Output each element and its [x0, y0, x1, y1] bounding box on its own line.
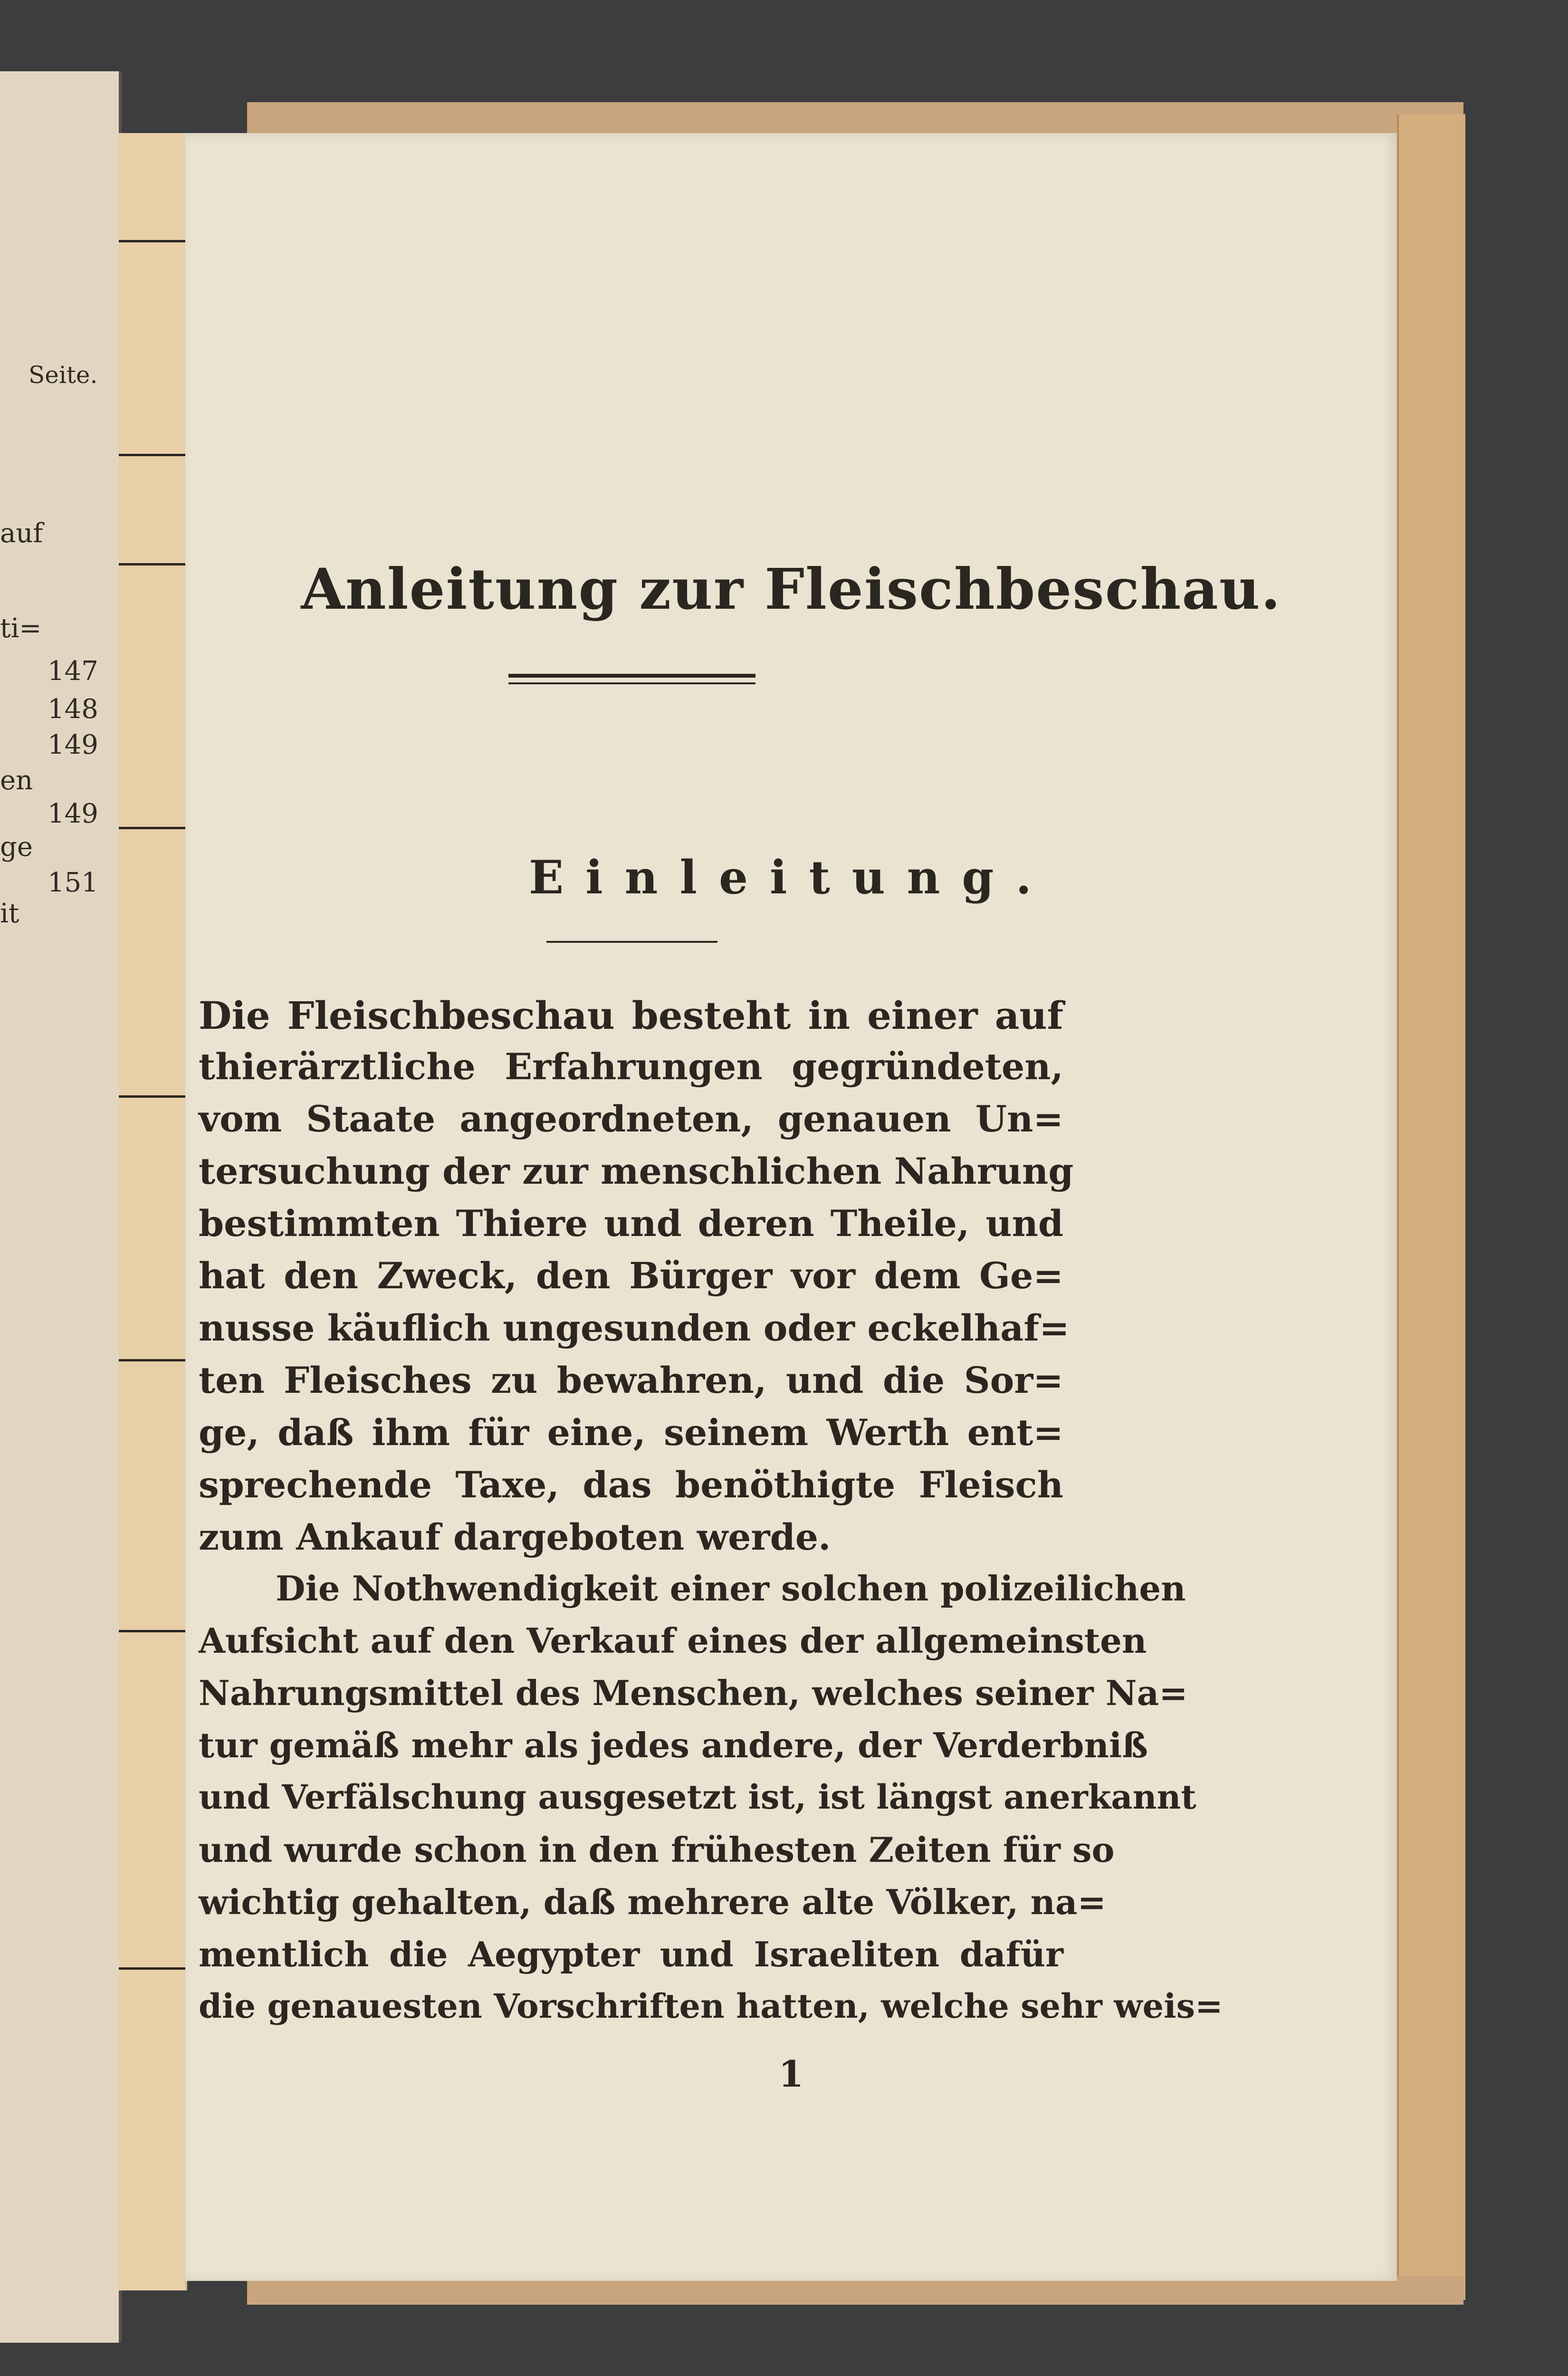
book-edge-right — [1397, 114, 1465, 2300]
toc-page-number: 149 — [48, 798, 98, 829]
text-line: vom Staate angeordneten, genauen Un= — [199, 1098, 1063, 1140]
book-page — [185, 133, 1397, 2281]
page-number: 1 — [778, 2053, 804, 2095]
gutter-tick — [119, 1967, 185, 1970]
heading-rule — [546, 941, 717, 943]
left-page — [0, 71, 122, 2343]
toc-page-number: 147 — [48, 656, 98, 687]
text-line: zum Ankauf dargeboten werde. — [199, 1516, 831, 1558]
gutter-tick — [119, 563, 185, 565]
text-line: ge, daß ihm für eine, seinem Werth ent= — [199, 1411, 1063, 1454]
toc-page-number: 148 — [48, 694, 98, 725]
text-line: Die Nothwendigkeit einer solchen polizeilichen — [276, 1568, 1186, 1609]
gutter-tick — [119, 1095, 185, 1098]
text-line: mentlich die Aegypter und Israeliten dafür — [199, 1934, 1063, 1974]
left-page-fragment: ti= — [0, 613, 42, 644]
title-rule — [508, 674, 755, 684]
left-page-fragment: ge — [0, 832, 33, 862]
toc-page-number: 149 — [48, 729, 98, 760]
left-page-header: Seite. — [29, 361, 98, 389]
text-line: und Verfälschung ausgesetzt ist, ist längst anerkannt — [199, 1777, 1196, 1817]
gutter-tick — [119, 1359, 185, 1361]
text-line: sprechende Taxe, das benöthigte Fleisch — [199, 1464, 1063, 1506]
text-line: Aufsicht auf den Verkauf eines der allgemeinsten — [199, 1620, 1147, 1661]
text-line: ten Fleisches zu bewahren, und die Sor= — [199, 1359, 1063, 1401]
text-line: Die Fleischbeschau besteht in einer auf — [199, 993, 1063, 1038]
text-line: wichtig gehalten, daß mehrere alte Völker, na= — [199, 1882, 1106, 1922]
page-title: Anleitung zur Fleischbeschau. — [301, 556, 1281, 622]
text-line: thierärztliche Erfahrungen gegründeten, — [199, 1045, 1063, 1088]
gutter-tick — [119, 454, 185, 456]
toc-page-number: 151 — [48, 867, 98, 898]
left-page-fragment: auf — [0, 518, 43, 549]
gutter-tick — [119, 240, 185, 242]
text-line: tersuchung der zur menschlichen Nahrung — [199, 1150, 1074, 1192]
book-edge-top — [247, 102, 1463, 135]
left-page-fragment: en — [0, 765, 33, 796]
text-line: tur gemäß mehr als jedes andere, der Verderbniß — [199, 1725, 1148, 1765]
left-page-fragment: it — [0, 898, 19, 929]
text-line: Nahrungsmittel des Menschen, welches seiner Na= — [199, 1673, 1188, 1713]
text-line: bestimmten Thiere und deren Theile, und — [199, 1202, 1063, 1245]
text-line: hat den Zweck, den Bürger vor dem Ge= — [199, 1255, 1063, 1297]
text-line: und wurde schon in den frühesten Zeiten für so — [199, 1830, 1115, 1870]
section-heading: Einleitung. — [529, 851, 1053, 904]
text-line: nusse käuflich ungesunden oder eckelhaf= — [199, 1307, 1070, 1349]
gutter-tick — [119, 827, 185, 829]
text-line: die genauesten Vorschriften hatten, welche sehr weis= — [199, 1986, 1223, 2026]
gutter-tick — [119, 1630, 185, 1632]
book-gutter — [119, 133, 187, 2290]
